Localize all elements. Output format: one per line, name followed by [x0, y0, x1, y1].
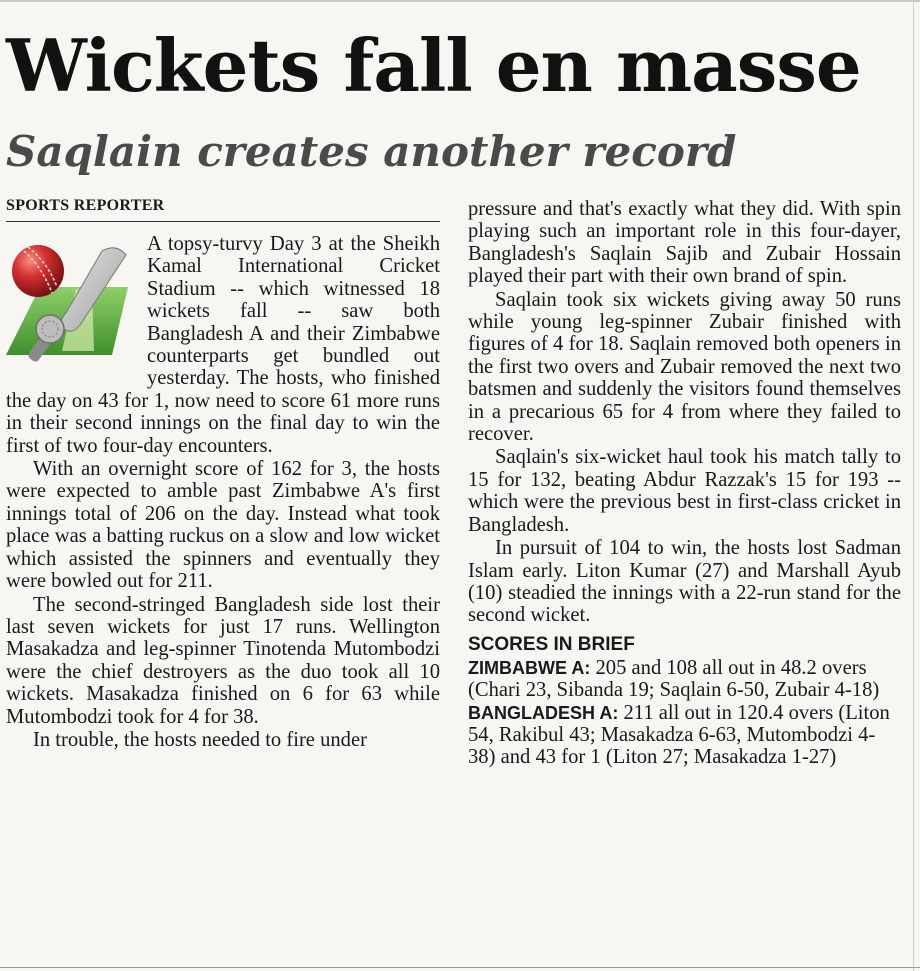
top-rule	[0, 0, 920, 2]
headline: Wickets fall en masse	[6, 23, 861, 108]
bottom-rule	[0, 967, 920, 968]
scores-heading: SCORES IN BRIEF	[468, 633, 635, 655]
right-column	[468, 198, 901, 769]
left-column	[6, 196, 440, 751]
paragraph-1: A topsy-turvy Day 3 at the Sheikh Kamal International Cricket Stadium -- which witnessed 18 wickets fall -- saw both Bangladesh A and their Zimbabwe counterparts get bundled out yesterday. The hosts, who finished the day on 43 for 1, now need to score 61 more runs in their second innings on the final day to win the first of two four-day encounters.	[6, 233, 440, 457]
byline: SPORTS REPORTER	[6, 196, 440, 222]
cricket-icon	[2, 233, 142, 371]
paragraph-2: With an overnight score of 162 for 3, the hosts were expected to amble past Zimbabwe A's first innings total of 206 on the day. Instead what took place was a batting ruckus on a slow and low wicket which assisted the spinners and eventually they were bowled out for 211.	[6, 458, 440, 593]
score-zimbabwe	[468, 657, 901, 702]
score-bangladesh	[468, 702, 901, 769]
score-bangladesh-text: 211 all out in 120.4 overs (Liton 54, Rakibul 43; Masakadza 6-63, Mutombodzi 4-38) and 43 for 1 (Liton 27; Masakadza 1-27)	[468, 701, 890, 769]
paragraph-6: Saqlain took six wickets giving away 50 runs while young leg-spinner Zubair finished with figures of 4 for 18. Saqlain removed both openers in the first two overs and Zubair removed the next two batsmen and suddenly the visitors found themselves in a precarious 65 for 4 from where they failed to recover.	[468, 288, 901, 446]
paragraph-7: Saqlain's six-wicket haul took his match tally to 15 for 132, beating Abdur Razzak's 15 for 193 -- which were the previous best in first-class cricket in Bangladesh.	[468, 446, 901, 536]
right-rule	[913, 0, 914, 971]
paragraph-3: The second-stringed Bangladesh side lost their last seven wickets for just 17 runs. Wellington Masakadza and leg-spinner Tinotenda Mutombodzi were the chief destroyers as the duo took all 10 wickets. Masakadza finished on 6 for 63 while Mutombodzi took for 4 for 38.	[6, 593, 440, 728]
paragraph-8: In pursuit of 104 to win, the hosts lost Sadman Islam early. Liton Kumar (27) and Marshall Ayub (10) steadied the innings with a 22-run stand for the second wicket.	[468, 537, 901, 627]
team-zimbabwe: ZIMBABWE A:	[468, 657, 591, 678]
team-bangladesh: BANGLADESH A:	[468, 702, 619, 723]
paragraph-5: pressure and that's exactly what they did. With spin playing such an important role in this four-dayer, Bangladesh's Saqlain Sajib and Zubair Hossain played their part with their own brand of spin.	[468, 198, 901, 288]
score-zimbabwe-text: 205 and 108 all out in 48.2 overs (Chari 23, Sibanda 19; Saqlain 6-50, Zubair 4-18)	[468, 656, 880, 702]
paragraph-4: In trouble, the hosts needed to fire under	[33, 728, 367, 751]
subhead: Saqlain creates another record	[6, 127, 737, 176]
